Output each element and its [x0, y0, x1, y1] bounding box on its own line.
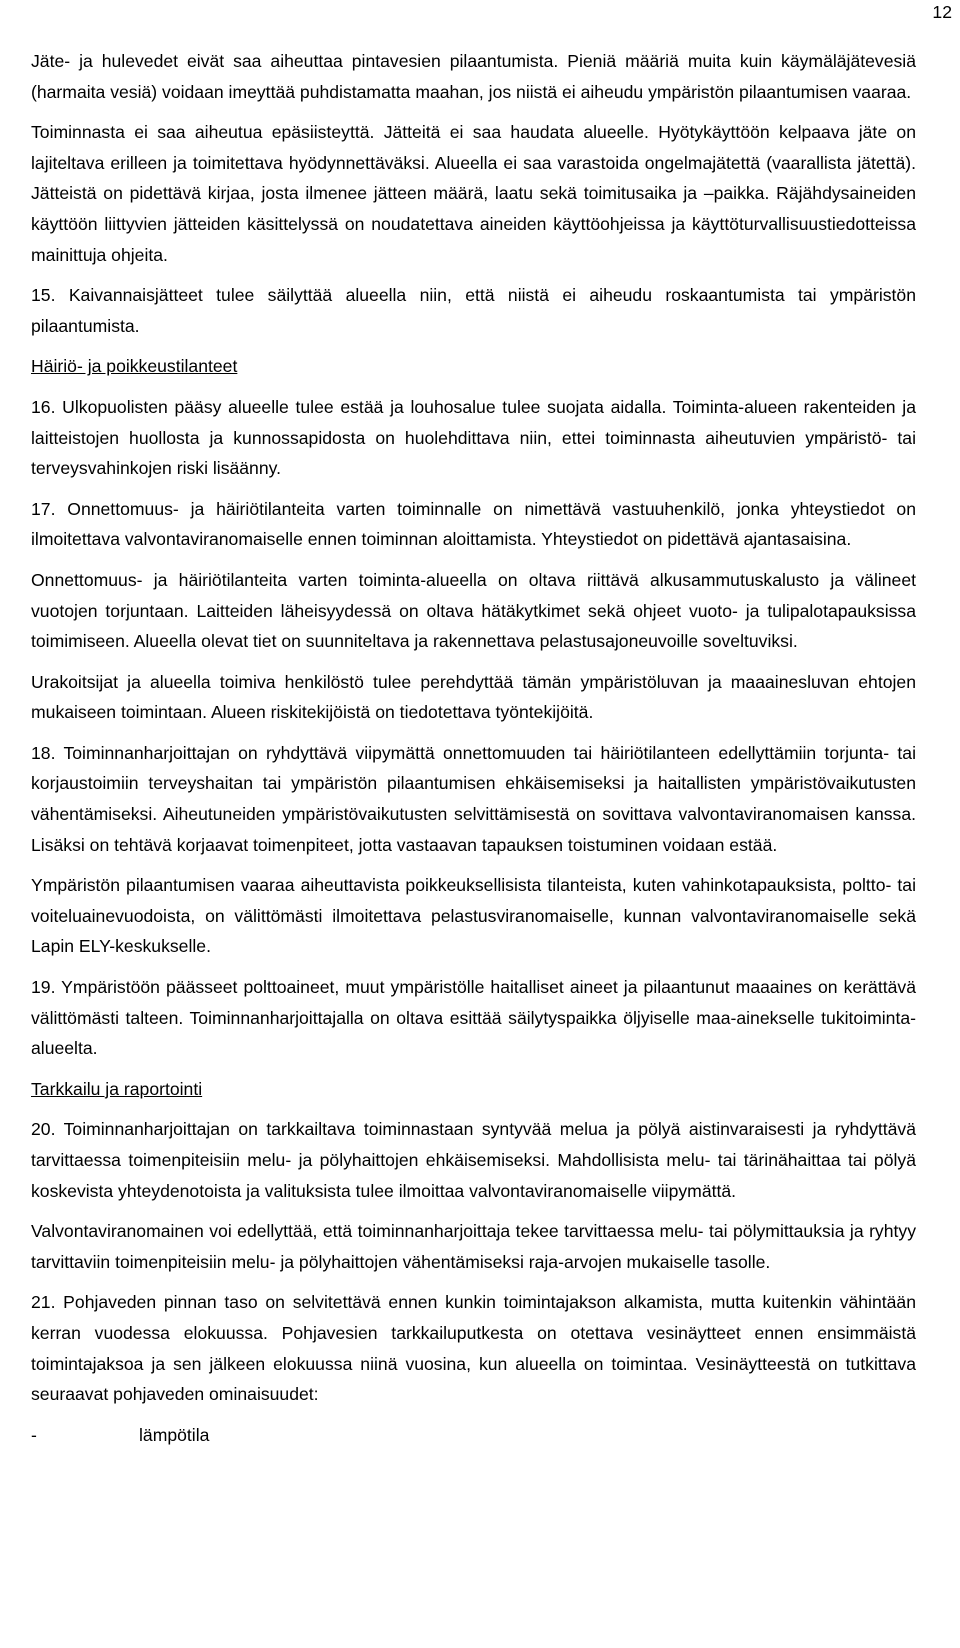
- paragraph-19: 19. Ympäristöön päässeet polttoaineet, muut ympäristölle haitalliset aineet ja pilaantunut maaaines on kerättävä välittömästi talteen. Toiminnanharjoittajalla on oltava esittää säilytyspaikka öljyiselle maa-ainekselle tukitoiminta-alueelta.: [31, 977, 916, 1059]
- paragraph-waste: Toiminnasta ei saa aiheutua epäsiisteyttä. Jätteitä ei saa haudata alueelle. Hyötykäyttöön kelpaava jäte on lajiteltava erilleen ja toimitettava hyödynnettäväksi. Alueella ei saa varastoida ongelmajätettä (vaarallista jätettä). Jätteistä on pidettävä kirjaa, josta ilmenee jätteen määrä, laatu sekä toimitusaika ja –paikka. Räjähdysaineiden käyttöön liittyvien jätteiden käsittelyssä on noudatettava aineiden käyttöohjeissa ja käyttöturvallisuustiedotteissa mainittuja ohjeita.: [31, 122, 916, 265]
- paragraph-16: 16. Ulkopuolisten pääsy alueelle tulee estää ja louhosalue tulee suojata aidalla. Toiminta-alueen rakenteiden ja laitteistojen huollosta ja kunnossapidosta on huolehdittava niin, ettei toiminnasta aiheutuvien ympäristö- tai terveysvahinkojen riski lisäänny.: [31, 396, 916, 479]
- paragraph-wastewater: Jäte- ja hulevedet eivät saa aiheuttaa pintavesien pilaantumista. Pieniä määriä muita kuin käymäläjätevesiä (harmaita vesiä) voidaan imeyttää puhdistamatta maahan, jos niistä ei aiheudu ympäristön pilaantumisen vaaraa.: [31, 51, 916, 102]
- paragraph-17: 17. Onnettomuus- ja häiriötilanteita varten toiminnalle on nimettävä vastuuhenkilö, jonka yhteystiedot on ilmoitettava valvontaviranomaiselle ennen toiminnan aloittamista. Yhteystiedot on pidettävä ajantasaisina.: [31, 498, 916, 550]
- list-dash: -: [31, 1424, 37, 1445]
- paragraph-18-notification: Ympäristön pilaantumisen vaaraa aiheuttavista poikkeuksellisista tilanteista, kuten vahinkotapauksista, poltto- tai voiteluainevuodoista, on välittömästi ilmoitettava pelastusviranomaiselle, kunnan valvontaviranomaiselle sekä Lapin ELY-keskukselle.: [31, 875, 916, 957]
- page-number: 12: [932, 2, 952, 22]
- paragraph-15: 15. Kaivannaisjätteet tulee säilyttää alueella niin, että niistä ei aiheudu roskaantumista tai ympäristön pilaantumista.: [31, 285, 916, 336]
- paragraph-20-measurements: Valvontaviranomainen voi edellyttää, että toiminnanharjoittaja tekee tarvittaessa melu- tai pölymittauksia ja ryhtyy tarvittaviin toimenpiteisiin melu- ja pölyhaittojen vähentämiseksi raja-arvojen mukaiselle tasolle.: [31, 1221, 916, 1272]
- paragraph-18: 18. Toiminnanharjoittajan on ryhdyttävä viipymättä onnettomuuden tai häiriötilanteen edellyttämiin torjunta- tai korjaustoimiin terveyshaitan tai ympäristön pilaantumisen ehkäisemiseksi ja haitallisten ympäristövaikutusten vähentämiseksi. Aiheutuneiden ympäristövaikutusten selvittämisestä on sovittava valvontaviranomaisen kanssa. Lisäksi on tehtävä korjaavat toimenpiteet, jotta vastaavan tapauksen toistuminen voidaan estää.: [31, 742, 916, 855]
- section-heading-disturbances: Häiriö- ja poikkeustilanteet: [31, 356, 238, 377]
- section-heading-monitoring: Tarkkailu ja raportointi: [31, 1078, 203, 1099]
- paragraph-21: 21. Pohjaveden pinnan taso on selvitettävä ennen kunkin toimintajakson alkamista, mutta kuitenkin vähintään kerran vuodessa elokuussa. Pohjavesien tarkkailuputkesta on otettava vesinäytteet ennen ensimmäistä toimintajaksoa ja sen jälkeen elokuussa niinä vuosina, kun alueella on toimintaa. Vesinäytteestä on tutkittava seuraavat pohjaveden ominaisuudet:: [31, 1292, 916, 1405]
- paragraph-20: 20. Toiminnanharjoittajan on tarkkailtava toiminnastaan syntyvää melua ja pölyä aistinvaraisesti ja ryhdyttävä tarvittaessa toimenpiteisiin melu- ja pölyhaittojen ehkäisemiseksi. Mahdollisista melu- tai tärinähaittaa tai pölyä koskevista yhteydenotoista ja valituksista tulee ilmoittaa valvontaviranomaiselle viipymättä.: [31, 1119, 916, 1201]
- paragraph-17-contractors: Urakoitsijat ja alueella toimiva henkilöstö tulee perehdyttää tämän ympäristöluvan ja maaainesluvan ehtojen mukaiseen toimintaan. Alueen riskitekijöistä on tiedotettava työntekijöitä.: [31, 671, 916, 723]
- list-item: [31, 1420, 916, 1451]
- paragraph-17-equipment: Onnettomuus- ja häiriötilanteita varten toiminta-alueella on oltava riittävä alkusammutuskalusto ja välineet vuotojen torjuntaan. Laitteiden läheisyydessä on oltava hätäkytkimet sekä ohjeet vuoto- ja tulipalotapauksissa toimimiseen. Alueella olevat tiet on suunniteltava ja rakennettava pelastusajoneuvoille soveltuviksi.: [31, 569, 916, 652]
- list-item-text: lämpötila: [139, 1424, 210, 1445]
